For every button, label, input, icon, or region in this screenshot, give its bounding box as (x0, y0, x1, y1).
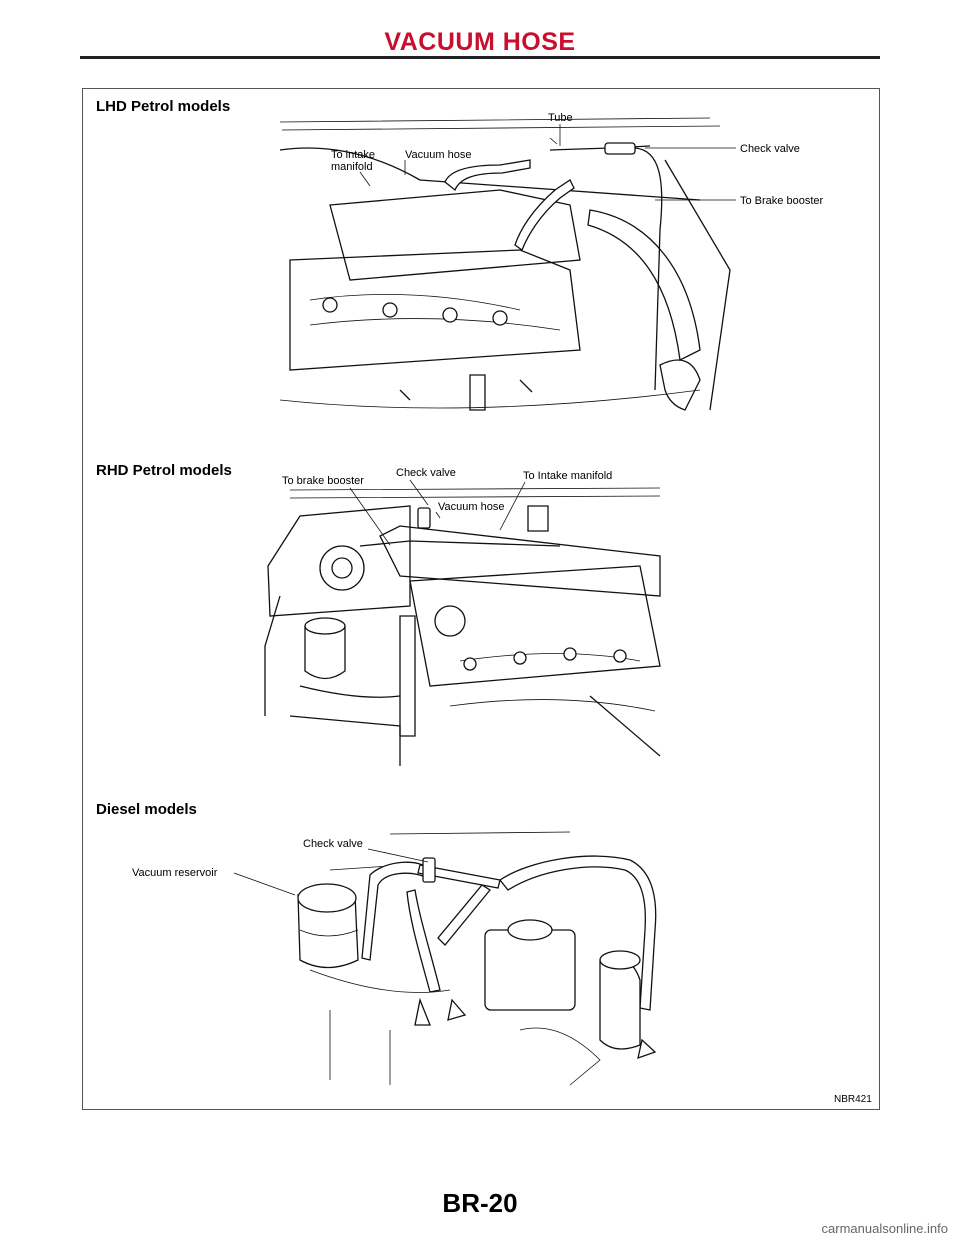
rhd-section-title: RHD Petrol models (96, 462, 232, 479)
rhd-to-brake-booster-label: To brake booster (282, 475, 364, 487)
page-header-title: VACUUM HOSE (384, 28, 576, 56)
diesel-vacuum-reservoir-label: Vacuum reservoir (132, 867, 218, 879)
diesel-check-valve-label: Check valve (303, 838, 363, 850)
footer-watermark: carmanualsonline.info (821, 1221, 948, 1236)
lhd-section-title: LHD Petrol models (96, 98, 231, 115)
diesel-section-title: Diesel models (96, 801, 197, 818)
rhd-check-valve-label: Check valve (396, 467, 456, 479)
rhd-to-intake-manifold-label: To Intake manifold (523, 470, 613, 482)
lhd-to-intake-label: To intake manifold (331, 149, 376, 173)
lhd-vacuum-hose-label: Vacuum hose (405, 149, 472, 161)
lhd-tube-label: Tube (548, 112, 573, 124)
lhd-to-brake-booster-label: To Brake booster (740, 195, 824, 207)
figure-code: NBR421 (834, 1094, 872, 1105)
page-number: BR-20 (442, 1188, 518, 1218)
lhd-check-valve-label: Check valve (740, 143, 800, 155)
rhd-vacuum-hose-label: Vacuum hose (438, 501, 505, 513)
